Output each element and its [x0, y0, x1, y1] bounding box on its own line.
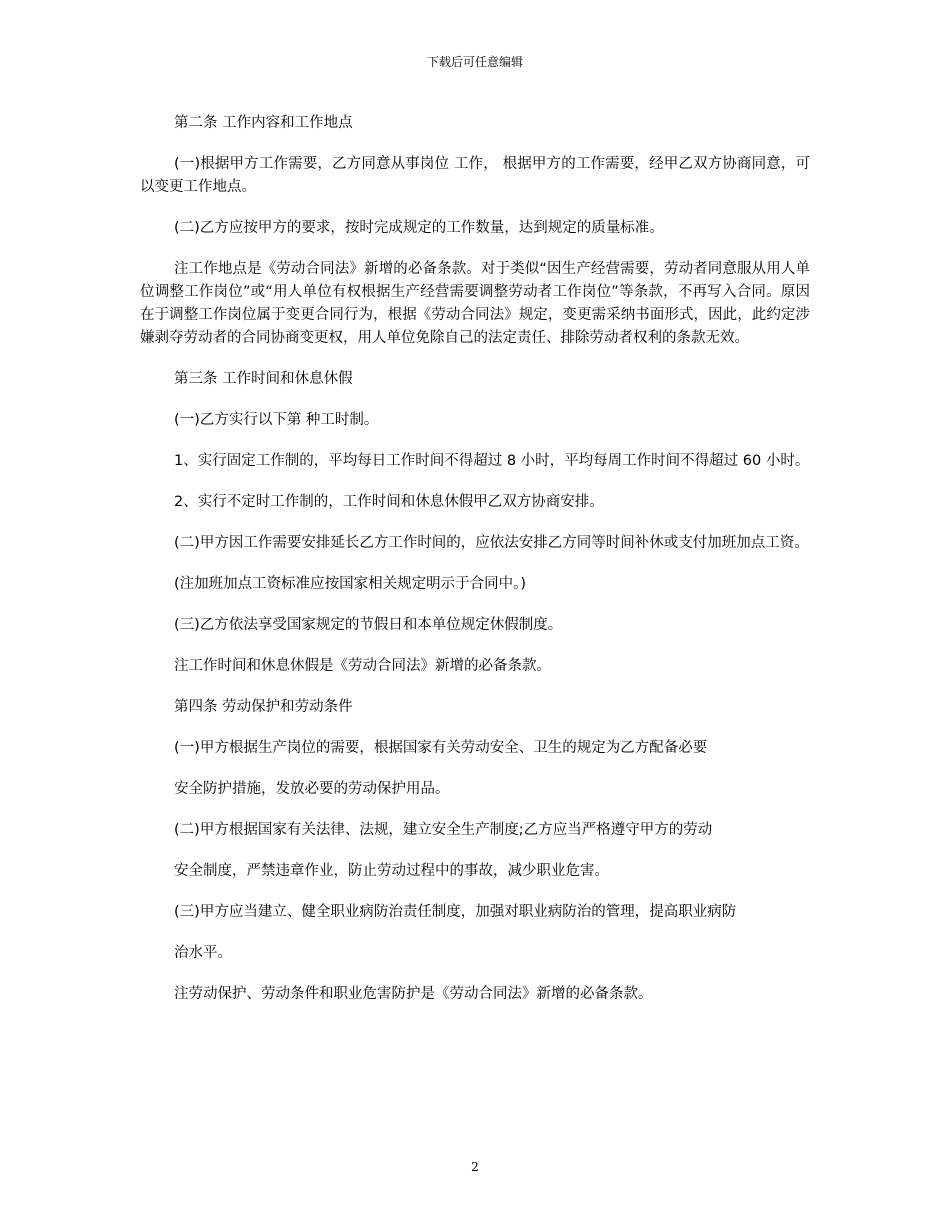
article-3-heading: 第三条 工作时间和休息休假: [174, 371, 353, 387]
paragraph: (一)甲方根据生产岗位的需要，根据国家有关劳动安全、卫生的规定为乙方配备必要: [174, 740, 708, 756]
page-number: 2: [471, 1160, 479, 1174]
paragraph: 注劳动保护、劳动条件和职业危害防护是《劳动合同法》新增的必备条款。: [174, 986, 653, 1002]
paragraph: 1、实行固定工作制的，平均每日工作时间不得超过 8 小时，平均每周工作时间不得超过 60 小时。: [174, 453, 810, 469]
paragraph: 安全制度，严禁违章作业，防止劳动过程中的事故，减少职业危害。: [174, 863, 609, 879]
paragraph: (注加班加点工资标准应按国家相关规定明示于合同中。): [174, 576, 527, 592]
paragraph: (二)甲方根据国家有关法律、法规，建立安全生产制度;乙方应当严格遵守甲方的劳动: [174, 822, 713, 838]
paragraph: (一)乙方实行以下第 种工时制。: [174, 412, 379, 428]
article-4-heading: 第四条 劳动保护和劳动条件: [174, 699, 353, 715]
paragraph: 治水平。: [174, 945, 232, 961]
paragraph: 安全防护措施，发放必要的劳动保护用品。: [174, 781, 450, 797]
paragraph: (二)乙方应按甲方的要求，按时完成规定的工作数量，达到规定的质量标准。: [174, 220, 664, 236]
paragraph: 注工作地点是《劳动合同法》新增的必备条款。对于类似“因生产经营需要，劳动者同意服从用人单位调整工作岗位”或“用人单位有权根据生产经营需要调整劳动者工作岗位”等条款，不再写入合同。原因在于调整工作岗位属于变更合同行为，根据《劳动合同法》规定，变更需采纳书面形式，因此，此约定涉嫌剥夺劳动者的合同协商变更权，用人单位免除自己的法定责任、排除劳动者权利的条款无效。: [140, 261, 810, 346]
document-body: [140, 112, 810, 1024]
paragraph: (三)乙方依法享受国家规定的节假日和本单位规定休假制度。: [174, 617, 563, 633]
paragraph: (二)甲方因工作需要安排延长乙方工作时间的，应依法安排乙方同等时间补休或支付加班加点工资。: [174, 535, 809, 551]
paragraph: 2、实行不定时工作制的，工作时间和休息休假甲乙双方协商安排。: [174, 494, 604, 510]
paragraph: 注工作时间和休息休假是《劳动合同法》新增的必备条款。: [174, 658, 551, 674]
article-2-heading: 第二条 工作内容和工作地点: [174, 115, 353, 131]
paragraph: (三)甲方应当建立、健全职业病防治责任制度，加强对职业病防治的管理，提高职业病防: [174, 904, 737, 920]
page-header: 下载后可任意编辑: [426, 55, 523, 69]
paragraph: (一)根据甲方工作需要，乙方同意从事岗位 工作， 根据甲方的工作需要，经甲乙双方协商同意，可以变更工作地点。: [140, 156, 810, 195]
